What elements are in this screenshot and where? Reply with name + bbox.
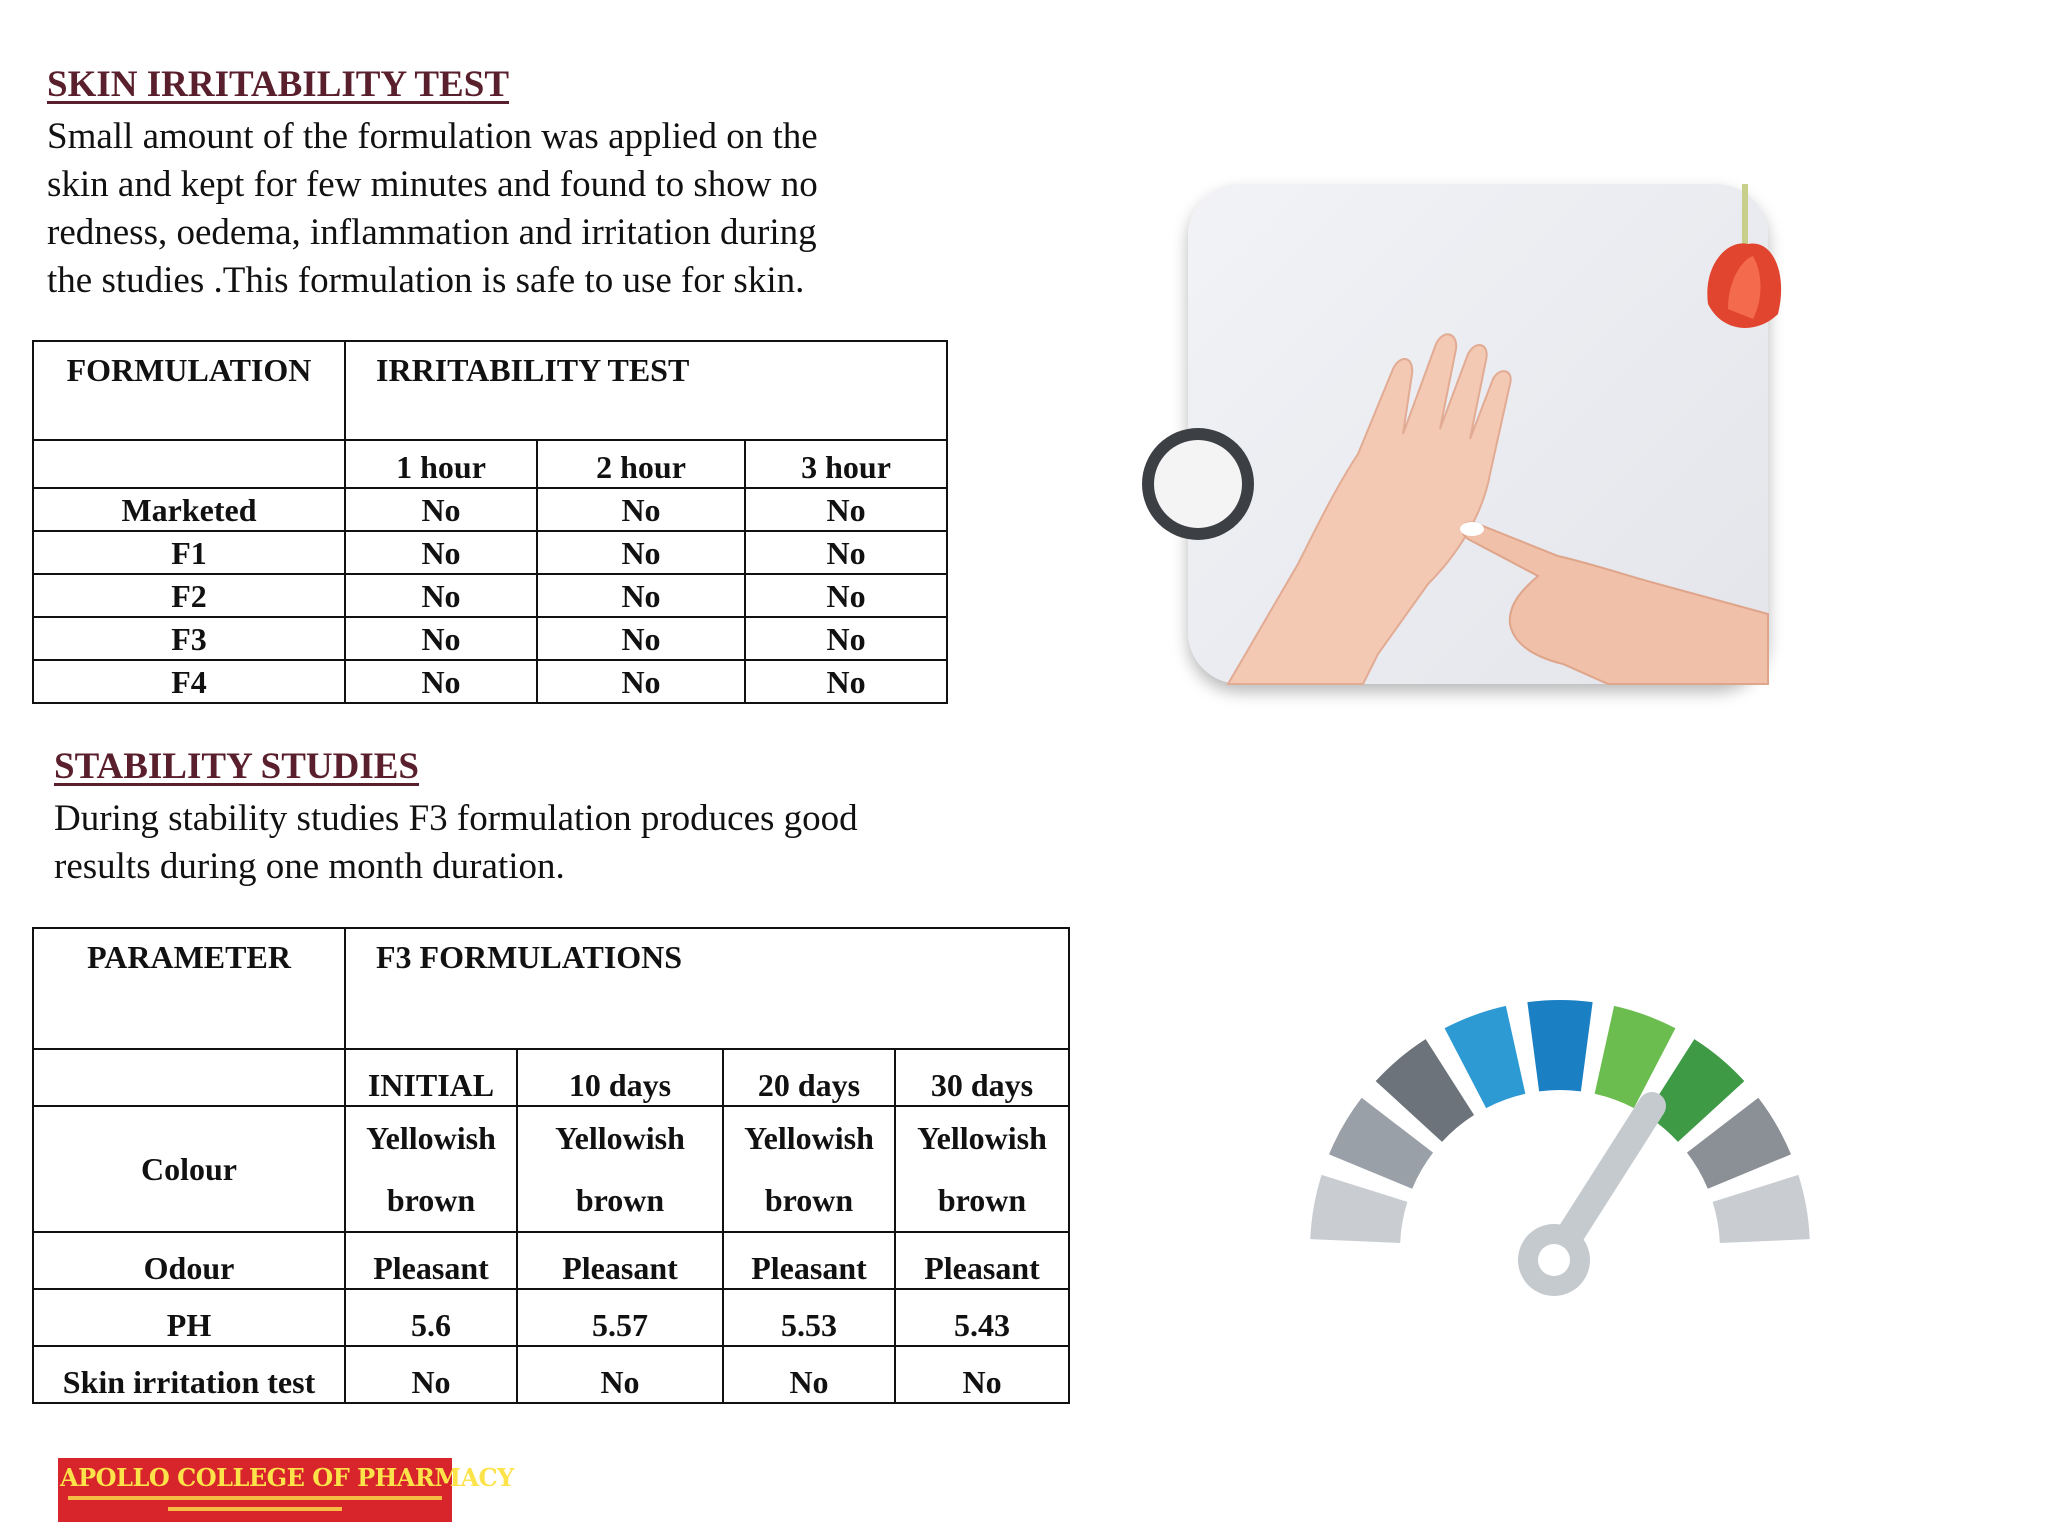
gauge-segments [1310,1000,1810,1243]
table-cell [895,1106,1069,1232]
column-header: 1 hour [345,440,537,488]
table-cell: No [345,617,537,660]
table-cell: Pleasant [517,1232,723,1289]
table-row [33,488,947,531]
header-f3-formulations: F3 FORMULATIONS [345,928,1069,1049]
header-formulation: FORMULATION [33,341,345,440]
cell-line: brown [764,1182,854,1218]
table-row [33,1232,1069,1289]
table-cell: No [745,617,947,660]
table-cell: No [345,1346,517,1403]
row-label: F4 [33,660,345,703]
table-cell: No [345,531,537,574]
skin-irritability-title: SKIN IRRITABILITY TEST [47,64,509,105]
tulip-icon [1707,184,1781,328]
table-cell: Pleasant [723,1232,895,1289]
table-cell: No [537,660,745,703]
table-cell: No [745,660,947,703]
gauge-segment [1310,1175,1407,1243]
table-cell: No [537,617,745,660]
table-cell: No [895,1346,1069,1403]
table-cell [345,1106,517,1232]
cream-jar-lid [1154,440,1242,528]
table-cell: No [517,1346,723,1403]
table-row [33,574,947,617]
paragraph-line: Small amount of the formulation was applied on the [47,116,818,157]
stability-table [32,927,1070,1404]
table-cell: No [345,660,537,703]
row-label: Marketed [33,488,345,531]
hands-cream-photo [1188,184,1768,684]
table-cell: 5.57 [517,1289,723,1346]
paragraph-line: the studies .This formulation is safe to use for skin. [47,260,805,301]
gauge-segment [1527,1000,1592,1091]
gauge-segment [1713,1175,1810,1243]
table-row [33,617,947,660]
cell-line: Yellowish [366,1120,496,1156]
column-header: 20 days [723,1049,895,1106]
pointing-hand [1462,522,1768,684]
row-label: Odour [33,1232,345,1289]
table-row [33,1106,1069,1232]
column-header: 3 hour [745,440,947,488]
row-label: PH [33,1289,345,1346]
table-cell: No [745,531,947,574]
table-cell: No [345,574,537,617]
gauge-hub-center [1538,1244,1570,1276]
header-irritability-test: IRRITABILITY TEST [345,341,947,440]
table-row [33,660,947,703]
table-cell: 5.43 [895,1289,1069,1346]
cell-line: brown [386,1182,476,1218]
logo-subline [168,1507,342,1511]
hands-illustration [1188,184,1768,684]
table-cell [517,1106,723,1232]
table-cell: No [745,488,947,531]
table-cell: No [723,1346,895,1403]
table-cell: No [345,488,537,531]
stability-paragraph [54,795,858,891]
row-label: F3 [33,617,345,660]
cell-line: Yellowish [744,1120,874,1156]
row-label: F2 [33,574,345,617]
logo-title: APOLLO COLLEGE OF PHARMACY [60,1463,514,1492]
gauge-icon [1300,990,1820,1310]
skin-irritability-paragraph [47,113,818,305]
cell-line: brown [575,1182,665,1218]
college-logo [58,1458,514,1522]
paragraph-line: results during one month duration. [54,846,565,887]
column-header: 10 days [517,1049,723,1106]
irritability-table [32,340,948,704]
column-header: 2 hour [537,440,745,488]
table-cell: Pleasant [895,1232,1069,1289]
column-header: INITIAL [345,1049,517,1106]
table-cell: 5.6 [345,1289,517,1346]
table-cell: No [537,574,745,617]
flat-hand [1228,334,1511,684]
paragraph-line: skin and kept for few minutes and found to show no [47,164,818,205]
row-label: Colour [33,1106,345,1232]
logo-subline [68,1496,442,1500]
row-label: Skin irritation test [33,1346,345,1403]
table-cell [723,1106,895,1232]
paragraph-line: redness, oedema, inflammation and irritation during [47,212,817,253]
stability-studies-title: STABILITY STUDIES [54,746,420,787]
table-row [33,1346,1069,1403]
cell-line: Yellowish [555,1120,685,1156]
empty-cell [33,1049,345,1106]
table-cell: Pleasant [345,1232,517,1289]
table-cell: No [745,574,947,617]
cell-line: Yellowish [917,1120,1047,1156]
row-label: F1 [33,531,345,574]
cream-dab [1460,522,1484,536]
table-cell: No [537,531,745,574]
table-cell: No [537,488,745,531]
paragraph-line: During stability studies F3 formulation produces good [54,798,858,839]
table-cell: 5.53 [723,1289,895,1346]
table-row [33,1289,1069,1346]
empty-cell [33,440,345,488]
column-header: 30 days [895,1049,1069,1106]
table-row [33,531,947,574]
header-parameter: PARAMETER [33,928,345,1049]
cell-line: brown [937,1182,1027,1218]
